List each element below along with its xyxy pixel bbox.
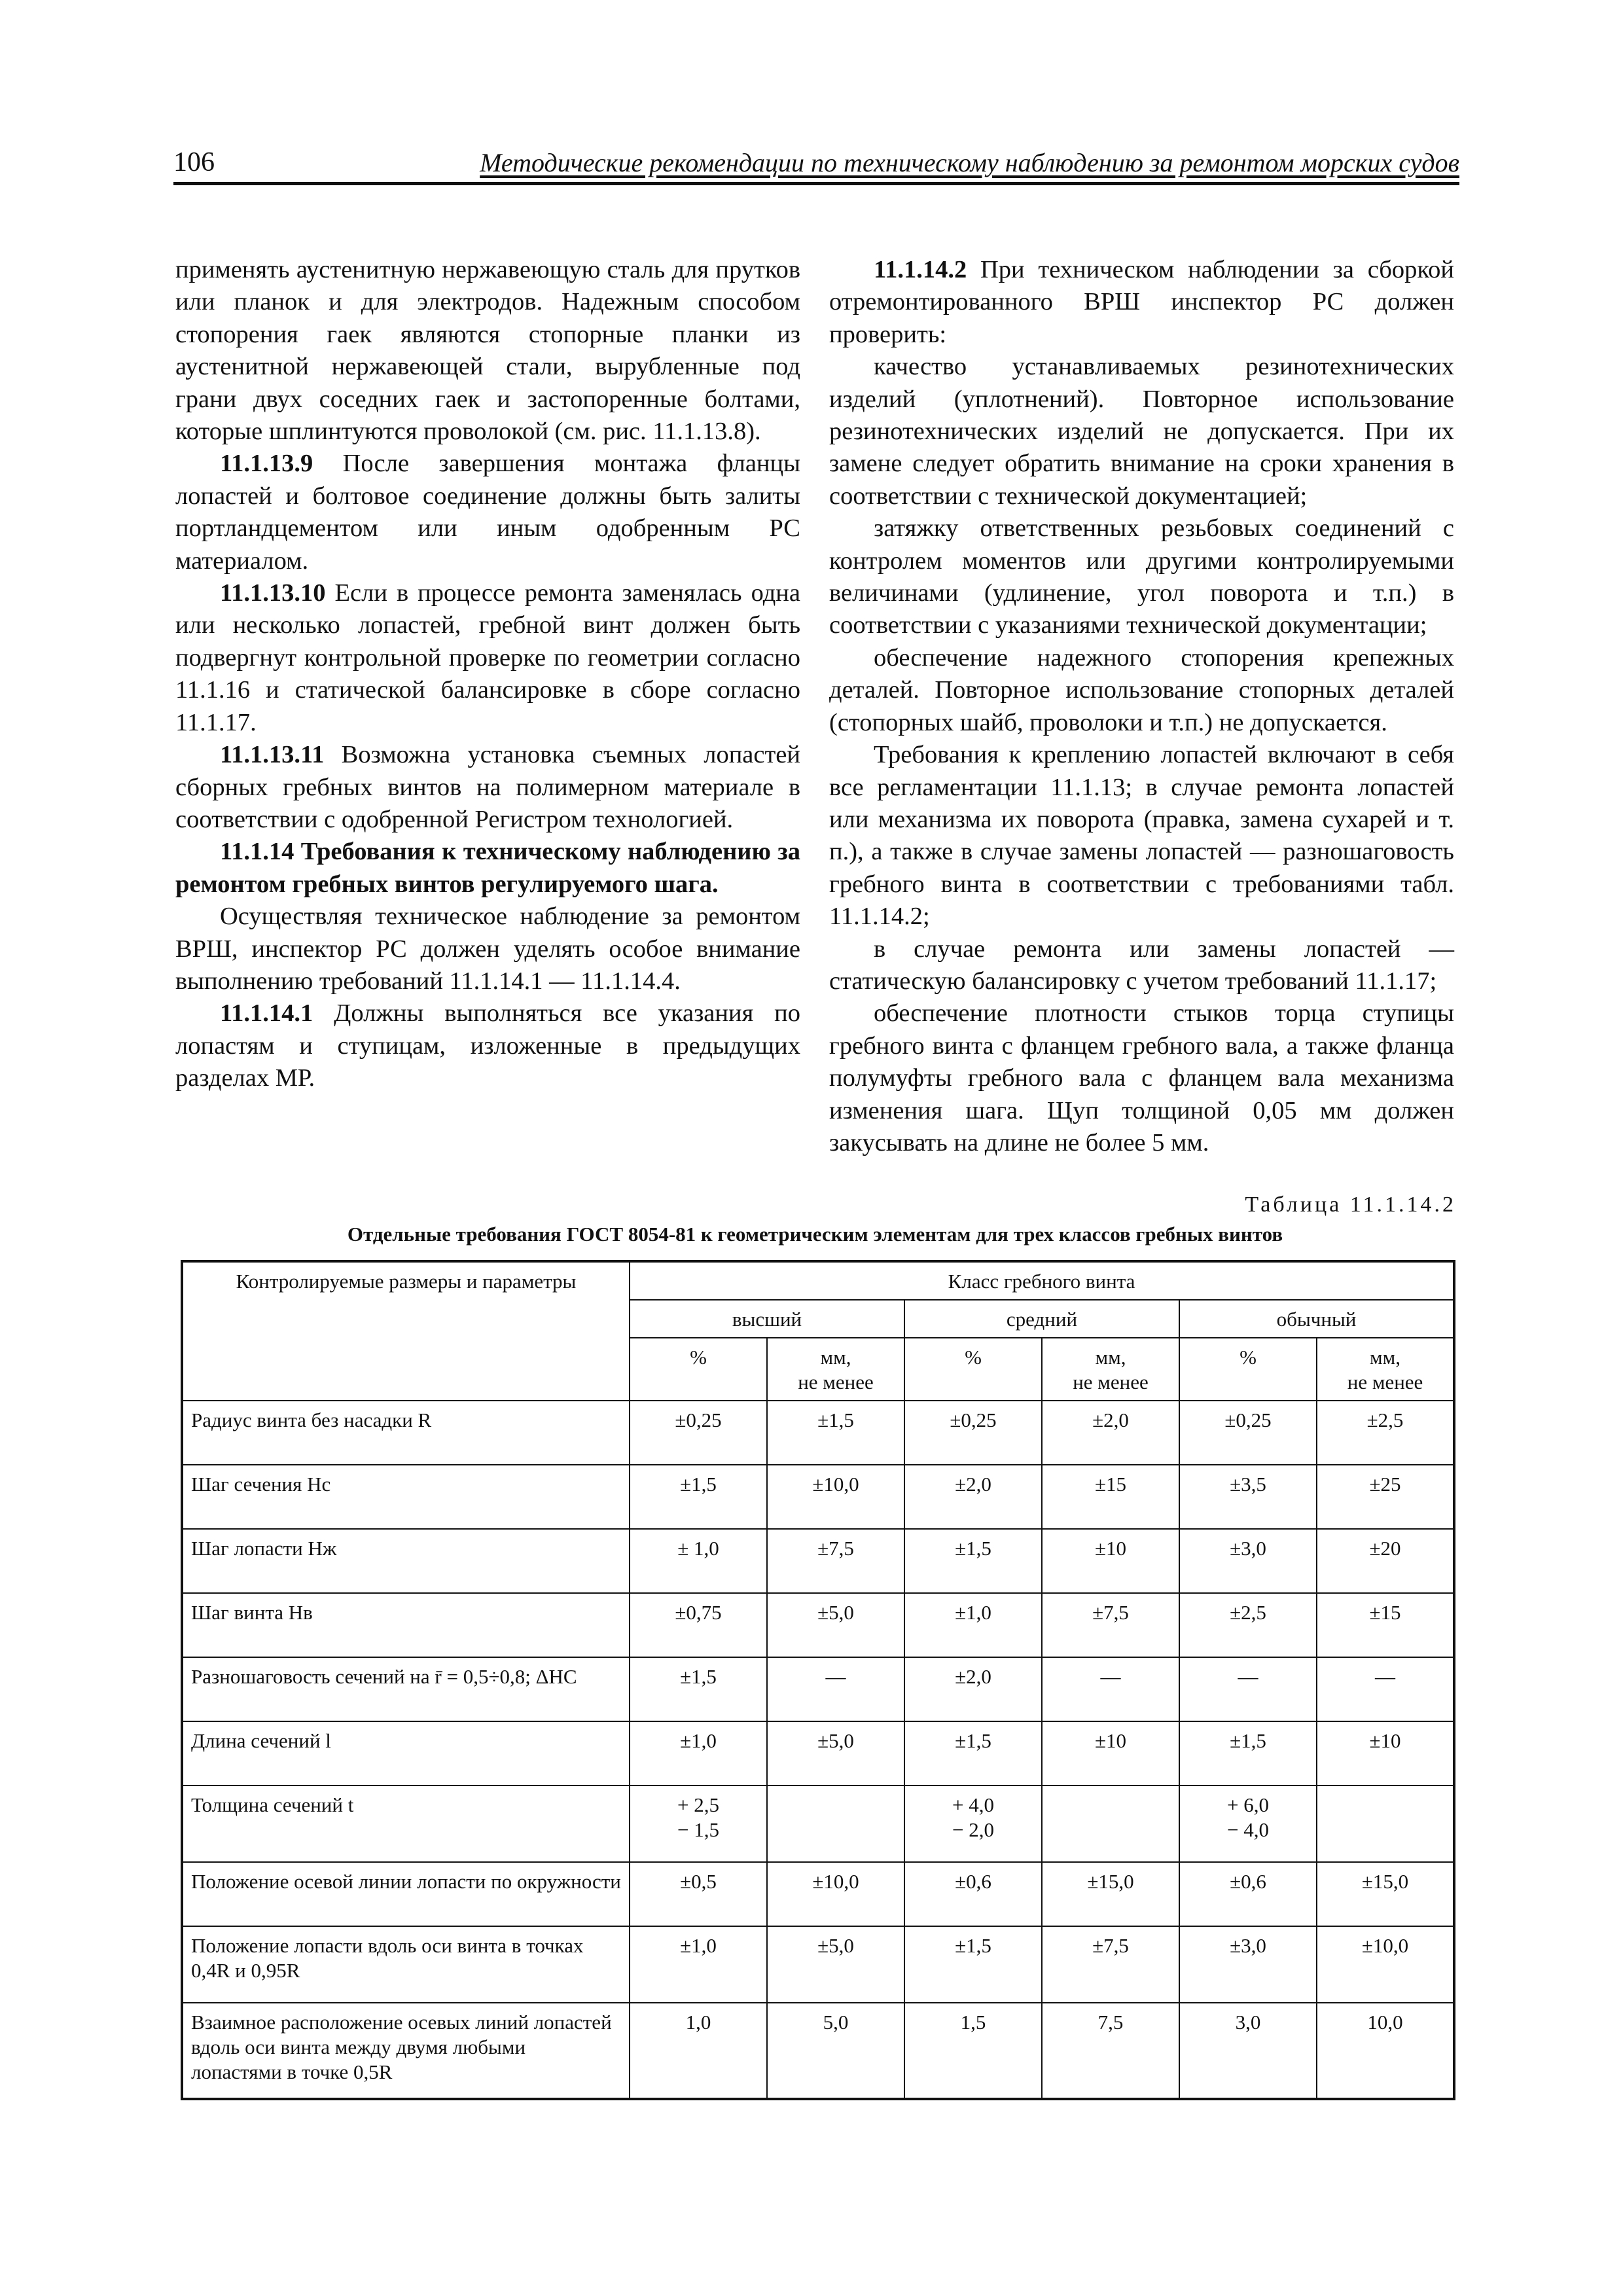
tolerance-value: ±10,0: [767, 1862, 904, 1926]
tolerance-value: ±1,5: [767, 1401, 904, 1465]
paragraph: [829, 254, 1454, 351]
class-name: высший: [630, 1300, 904, 1338]
paragraph-number: 11.1.13.11: [220, 741, 325, 769]
tolerance-value: —: [1179, 1657, 1317, 1721]
paragraph-number: 11.1.14.1: [220, 999, 313, 1028]
tolerance-value: ±3,0: [1179, 1926, 1317, 2003]
unit-mm-note: не менее: [798, 1371, 874, 1393]
param-name: Разношаговость сечений на r̄ = 0,5÷0,8; ΔHC: [182, 1657, 630, 1721]
paragraph: [829, 642, 1454, 739]
tolerance-line: + 4,0: [952, 1793, 994, 1816]
paragraph: [175, 997, 800, 1094]
tolerance-value: ±1,5: [904, 1529, 1042, 1593]
param-name: Шаг сечения Hс: [182, 1465, 630, 1529]
tolerance-value: 1,0: [630, 2003, 767, 2099]
paragraph-text: обеспечение надежного стопорения крепежных деталей. Повторное использование стопорных деталей (стопорных шайб, проволоки и т.п.) не допускается.: [829, 643, 1454, 736]
paragraph-text: Требования к креплению лопастей включают в себя все регламентации 11.1.13; в случае ремонта лопастей или механизма их поворота (правка, замена сухарей и т. п.), а также в случае замены лопастей — разношаговость гребного винта в соответствии с требованиями табл. 11.1.14.2;: [829, 741, 1454, 931]
table-caption: Отдельные требования ГОСТ 8054-81 к геометрическим элементам для трех классов гребных винтов: [347, 1223, 1283, 1246]
tolerance-value: ±0,25: [630, 1401, 767, 1465]
table-row: [182, 1862, 1454, 1926]
paragraph: [829, 739, 1454, 933]
param-name: Взаимное расположение осевых линий лопастей вдоль оси винта между двумя любыми лопастями в точке 0,5R: [182, 2003, 630, 2099]
unit-mm: [1317, 1338, 1454, 1401]
table-row: [182, 1657, 1454, 1721]
tolerance-value: ±1,5: [904, 1926, 1042, 2003]
unit-percent: %: [630, 1338, 767, 1401]
tolerance-value: ±7,5: [1042, 1593, 1179, 1657]
tolerance-value: ±1,0: [904, 1593, 1042, 1657]
table-row: [182, 1529, 1454, 1593]
tolerance-value: ±7,5: [767, 1529, 904, 1593]
table-row: [182, 1926, 1454, 2003]
table-row: [182, 1785, 1454, 1862]
tolerance-value: ±1,0: [630, 1926, 767, 2003]
unit-mm-note: не менее: [1347, 1371, 1423, 1393]
tolerance-value: ±15: [1317, 1593, 1454, 1657]
tolerance-value: ±10: [1042, 1529, 1179, 1593]
paragraph-number: 11.1.14.2: [874, 256, 967, 283]
param-name: Положение осевой линии лопасти по окружности: [182, 1862, 630, 1926]
paragraph-text: применять аустенитную нержавеющую сталь для прутков или планок и для электродов. Надежным способом стопорения гаек являются стопорные планки из аустенитной нержавеющей стали, вырубленные под грани двух соседних гаек и застопоренные болтами, которые шплинтуются проволокой (см. рис. 11.1.13.8).: [175, 256, 800, 446]
tolerance-value: ±1,5: [904, 1721, 1042, 1785]
tolerance-value: 3,0: [1179, 2003, 1317, 2099]
table-row: [182, 1593, 1454, 1657]
paragraph-text: Должны выполняться все указания по лопастям и ступицам, изложенные в предыдущих разделах МР.: [175, 999, 800, 1092]
tolerance-value: ±25: [1317, 1465, 1454, 1529]
tolerance-value: 7,5: [1042, 2003, 1179, 2099]
running-title: Методические рекомендации по техническому наблюдению за ремонтом морских судов: [480, 148, 1459, 177]
tolerance-value: ±20: [1317, 1529, 1454, 1593]
unit-mm: [767, 1338, 904, 1401]
tolerance-value: ±2,5: [1179, 1593, 1317, 1657]
tolerance-value: 10,0: [1317, 2003, 1454, 2099]
tolerance-value: ±2,0: [904, 1465, 1042, 1529]
paragraph-text: в случае ремонта или замены лопастей — статическую балансировку с учетом требований 11.1.17;: [829, 935, 1454, 995]
param-name: Положение лопасти вдоль оси винта в точках 0,4R и 0,95R: [182, 1926, 630, 2003]
table-row: [182, 1721, 1454, 1785]
tolerance-value: ±7,5: [1042, 1926, 1179, 2003]
tolerance-value: —: [767, 1657, 904, 1721]
tolerance-value: ±2,5: [1317, 1401, 1454, 1465]
paragraph: [829, 512, 1454, 642]
tolerance-value: ±15,0: [1042, 1862, 1179, 1926]
tolerance-value: ±0,5: [630, 1862, 767, 1926]
tolerance-value: ±1,5: [630, 1657, 767, 1721]
tolerance-value: [1179, 1785, 1317, 1862]
param-name: Шаг лопасти Hж: [182, 1529, 630, 1593]
paragraph: [175, 448, 800, 577]
tolerance-value: ±1,0: [630, 1721, 767, 1785]
tolerance-value: ±0,75: [630, 1593, 767, 1657]
table-row: [182, 2003, 1454, 2099]
tolerance-value: ±1,5: [1179, 1721, 1317, 1785]
paragraph-text: обеспечение плотности стыков торца ступицы гребного винта с фланцем гребного вала, а также фланца полумуфты гребного вала с фланцем вала механизма изменения шага. Щуп толщиной 0,05 мм должен закусывать на длине не более 5 мм.: [829, 999, 1454, 1157]
unit-percent: %: [904, 1338, 1042, 1401]
param-header: Контролируемые размеры и параметры: [182, 1261, 630, 1401]
table-body: [182, 1401, 1454, 2099]
tolerance-value: ±5,0: [767, 1593, 904, 1657]
tolerance-value: ±2,0: [1042, 1401, 1179, 1465]
paragraph: [829, 933, 1454, 998]
unit-mm-note: не менее: [1073, 1371, 1149, 1393]
page-header: [173, 145, 1459, 185]
tolerance-line: − 4,0: [1227, 1818, 1269, 1841]
paragraph: [175, 836, 800, 901]
unit-percent: %: [1179, 1338, 1317, 1401]
tolerance-value: ±0,6: [1179, 1862, 1317, 1926]
paragraph-number: 11.1.14 Требования к техническому наблюдению за ремонтом гребных винтов регулируемого шага.: [175, 838, 800, 898]
left-text-column: [175, 254, 800, 1095]
paragraph: [829, 997, 1454, 1159]
tolerance-line: − 2,0: [952, 1818, 994, 1841]
paragraph: [175, 577, 800, 739]
tolerance-value: [904, 1785, 1042, 1862]
tolerance-line: + 6,0: [1227, 1793, 1269, 1816]
tolerance-line: − 1,5: [677, 1818, 719, 1841]
param-name: Толщина сечений t: [182, 1785, 630, 1862]
tolerance-value: ±3,0: [1179, 1529, 1317, 1593]
tolerance-value: ±2,0: [904, 1657, 1042, 1721]
tolerance-value: —: [1317, 1657, 1454, 1721]
tolerance-value: ±5,0: [767, 1926, 904, 2003]
paragraph-text: качество устанавливаемых резинотехнических изделий (уплотнений). Повторное использование резинотехнических изделий не допускается. При их замене следует обратить внимание на сроки хранения в соответствии с технической документацией;: [829, 353, 1454, 510]
tolerance-value: ±3,5: [1179, 1465, 1317, 1529]
tolerance-value: ±0,6: [904, 1862, 1042, 1926]
tolerance-value: ±15,0: [1317, 1862, 1454, 1926]
paragraph-text: Если в процессе ремонта заменялась одна или несколько лопастей, гребной винт должен быть подвергнут контрольной проверке по геометрии согласно 11.1.16 и статической балансировке в сборе согласно 11.1.17.: [175, 579, 800, 736]
paragraph: [175, 739, 800, 836]
tolerance-value: [1317, 1785, 1454, 1862]
tolerance-value: ±10,0: [1317, 1926, 1454, 2003]
class-name: средний: [904, 1300, 1179, 1338]
tolerance-value: ±10,0: [767, 1465, 904, 1529]
tolerance-value: [630, 1785, 767, 1862]
class-name: обычный: [1179, 1300, 1454, 1338]
paragraph: [175, 254, 800, 448]
paragraph-number: 11.1.13.10: [220, 579, 326, 607]
paragraph-text: затяжку ответственных резьбовых соединений с контролем моментов или другими контролируемыми величинами (удлинение, угол поворота и т.п.) в соответствии с указаниями технической документации;: [829, 514, 1454, 639]
right-text-column: [829, 254, 1454, 1159]
paragraph-text: После завершения монтажа фланцы лопастей и болтовое соединение должны быть залиты портландцементом или иным одобренным РС материалом.: [175, 450, 800, 575]
param-name: Радиус винта без насадки R: [182, 1401, 630, 1465]
table-label: Таблица 11.1.14.2: [1245, 1193, 1456, 1217]
tolerance-value: ± 1,0: [630, 1529, 767, 1593]
class-header: Класс гребного винта: [630, 1261, 1454, 1300]
tolerance-value: ±15: [1042, 1465, 1179, 1529]
paragraph: [175, 901, 800, 997]
tolerance-value: ±5,0: [767, 1721, 904, 1785]
tolerance-value: ±0,25: [1179, 1401, 1317, 1465]
paragraph-text: Возможна установка съемных лопастей сборных гребных винтов на полимерном материале в соответствии с одобренной Регистром технологией.: [175, 741, 800, 833]
tolerance-value: ±0,25: [904, 1401, 1042, 1465]
unit-mm-label: мм,: [820, 1346, 851, 1369]
paragraph-text: Осуществляя техническое наблюдение за ремонтом ВРШ, инспектор РС должен уделять особое внимание выполнению требований 11.1.14.1 — 11.1.14.4.: [175, 903, 800, 995]
param-name: Длина сечений l: [182, 1721, 630, 1785]
tolerance-value: 1,5: [904, 2003, 1042, 2099]
requirements-table: [181, 1260, 1455, 2100]
unit-mm: [1042, 1338, 1179, 1401]
paragraph-number: 11.1.13.9: [220, 450, 313, 478]
tolerance-value: —: [1042, 1657, 1179, 1721]
paragraph-text: При техническом наблюдении за сборкой отремонтированного ВРШ инспектор РС должен проверить:: [829, 256, 1454, 348]
table-row: [182, 1465, 1454, 1529]
paragraph: [829, 351, 1454, 512]
tolerance-value: ±10: [1317, 1721, 1454, 1785]
tolerance-value: 5,0: [767, 2003, 904, 2099]
table-row: [182, 1401, 1454, 1465]
page-number: 106: [173, 147, 215, 177]
unit-mm-label: мм,: [1370, 1346, 1401, 1369]
tolerance-value: ±10: [1042, 1721, 1179, 1785]
unit-mm-label: мм,: [1095, 1346, 1126, 1369]
param-name: Шаг винта Hв: [182, 1593, 630, 1657]
tolerance-value: [1042, 1785, 1179, 1862]
tolerance-value: ±1,5: [630, 1465, 767, 1529]
tolerance-line: + 2,5: [677, 1793, 719, 1816]
tolerance-value: [767, 1785, 904, 1862]
